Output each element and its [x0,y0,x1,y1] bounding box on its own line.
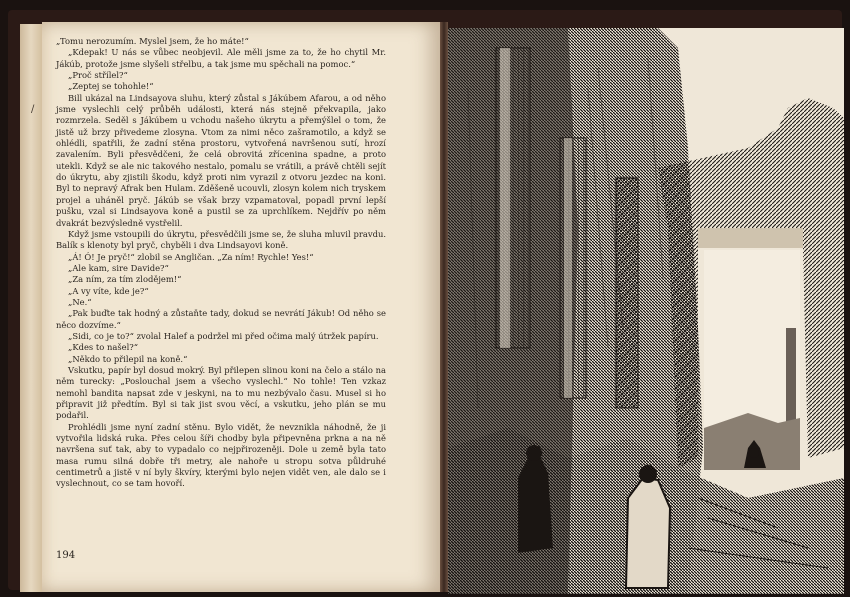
paragraph: „Kdepak! U nás se vůbec neobjevil. Ale měli jsme za to, že ho chytil Mr. Jákúb, protože jsme slyšeli střelbu, a tak jsme mu spěchali na pomoc.“ [56,47,386,69]
open-book [8,10,842,590]
paragraph: „Někdo to přilepil na koně.“ [68,353,188,364]
paragraph: „Ale kam, sire Davide?“ [68,262,169,273]
paragraph: „A vy víte, kde je?“ [68,285,149,296]
paragraph: Když jsme vstoupili do úkrytu, přesvědčili jsme se, že sluha mluvil pravdu. Balík s klenoty byl pryč, chyběli i dva Lindsayovi koně. [56,228,386,251]
book-gutter [440,22,448,592]
paragraph: Prohlédli jsme nyní zadní stěnu. Bylo vidět, že nevznikla náhodně, že ji vytvořila lidská ruka. Přes celou šíři chodby byla připevněna prkna a na ně navršena suť tak, aby to vypadalo co nejpřirozeněji. Dole u země byla tato masa rumu silná dobře tři metry, ale nahoře u stropu sotva půldruhé centimetrů a jistě v ní byly škvíry, kterými bylo nejen vidět ven, ale dalo se i vyslechnout, co se tam hovoří. [56,421,386,489]
paragraph: „Tomu nerozumím. Myslel jsem, že ho máte!“ [56,36,249,46]
paragraph: Vskutku, papír byl dosud mokrý. Byl přilepen slinou koni na čelo a stálo na něm turecky: „Poslouchal jsem a všecho vyslechl.“ No tohle! Ten vzkaz nemohl bandita napsat zde v jeskyni, na to mu nezbývalo času. Musel si ho připravit již předtím. Byl si tak jist svou věcí, a vskutku, jeho plán se mu podařil. [56,364,386,421]
paragraph: „Proč střílel?“ [68,70,128,81]
paragraph: „Za ním, za tím zlodějem!“ [68,274,182,285]
paragraph: „Zeptej se tohohle!“ [68,81,154,92]
page-number: 194 [56,550,76,561]
page-text [56,36,386,490]
paragraph: „Sidi, co je to?“ zvolal Halef a podržel mi před očima malý útržek papíru. [68,330,379,341]
paragraph: „Ne.“ [68,296,92,307]
paragraph: Bill ukázal na Lindsayova sluhu, který zůstal s Jákúbem Afarou, a od něho jsme vyslechli celý průběh události, která nás stejně překvapila, jako rozmrzela. Seděl s Jákúbem u vchodu našeho úkrytu a přemýšlel o tom, že jistě už brzy přivedeme zlosyna. Vtom za nimi něco zašramotilo, a když se ohlédli, spatřili, že zadní stěna prostoru, vytvořená navršenou sutí, hrozí zavalením. Byli přesvědčeni, že celá obrovitá zřícenina spadne, a proto utekli. Když se ale nic takového nestalo, pomalu se vrátili, a právě chtěli sejít do úkrytu, aby zjistili škodu, když proti nim vyrazil z otvoru jezdec na koni. Byl to nepravý Afrak ben Hulam. Zděšeně ucouvli, zlosyn kolem nich tryskem projel a uháněl pryč. Jákúb se však brzy vzpamatoval, popadl první lepší pušku, vzal si Lindsayova koně a pustil se za uprchlíkem. Nejdřív po něm dvakrát bezvýsledně vystřelil. [56,92,386,228]
figure-right [626,478,670,588]
paragraph: „Pak buďte tak hodný a zůstaňte tady, dokud se nevrátí Jákub! Od něho se něco dozvíme.“ [56,308,386,330]
paragraph: „Kdes to našel?“ [68,342,139,353]
paragraph: „Á! Ó! Je pryč!“ zlobil se Angličan. „Za ním! Rychle! Yes!“ [68,251,314,262]
margin-pencil-mark: / [31,104,35,115]
column-2 [560,138,586,398]
right-page [448,28,844,594]
ruins-illustration [448,28,844,594]
